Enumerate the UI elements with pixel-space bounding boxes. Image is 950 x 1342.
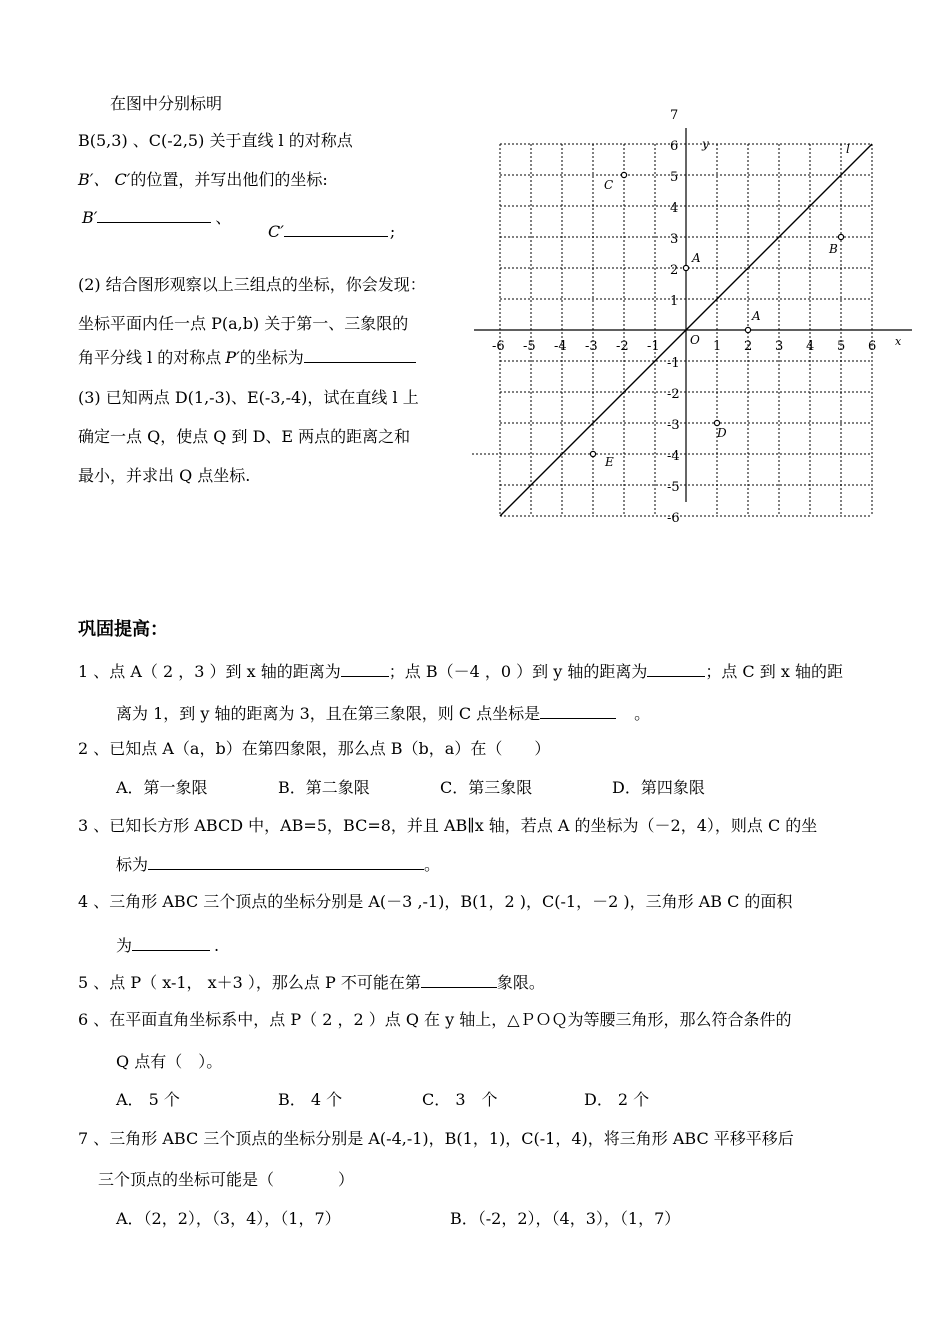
x-tick-label: 4	[806, 339, 815, 354]
q1-blank-2[interactable]	[647, 660, 705, 677]
q3-blank[interactable]	[148, 853, 424, 870]
q7-question-line-2: 三个顶点的坐标可能是（ ）	[98, 1170, 355, 1189]
q4-question-line-2	[116, 934, 219, 956]
point-a-label: A	[752, 309, 761, 323]
c-prime-blank[interactable]	[284, 220, 388, 237]
x-tick-label: 3	[775, 339, 784, 354]
x-tick-label: 1	[713, 339, 722, 354]
q1-line-2-text: 离为 1，到 y 轴的距离为 3，且在第三象限，则 C 点坐标是	[116, 704, 541, 723]
y-tick-label: 2	[670, 263, 679, 278]
q2-line-1: (2) 结合图形观察以上三组点的坐标，你会发现：	[78, 275, 426, 294]
q2-option-d[interactable]: D．第四象限	[612, 778, 705, 797]
point-d-label: D	[717, 426, 727, 440]
y-tick-label: 1	[670, 294, 679, 309]
y-tick-label: -2	[667, 387, 680, 402]
q1-line-2	[116, 702, 650, 724]
y-tick-label: 4	[670, 201, 679, 216]
q1-part-c: ；点 C 到 x 轴的距	[705, 662, 843, 681]
y-axis-label: y	[702, 137, 709, 151]
q2-option-a[interactable]: A．第一象限	[116, 778, 208, 797]
p-prime-label: P′	[225, 348, 240, 367]
point-c-label: C	[604, 178, 614, 192]
y-tick-label: -1	[667, 356, 680, 371]
q3-question-line-1: 3 、已知长方形 ABCD 中，AB=5，BC=8，并且 AB∥x 轴，若点 A 的坐标为（－2，4），则点 C 的坐	[78, 816, 818, 835]
position-text: 的位置，并写出他们的坐标:	[130, 170, 328, 189]
q4-blank[interactable]	[132, 934, 210, 951]
q1-line-1	[78, 660, 843, 682]
y-tick-label: -3	[667, 418, 680, 433]
line-l-label: l	[846, 142, 850, 156]
q5-text: 5 、点 P（ x-1， x＋3 ），那么点 P 不可能在第	[78, 973, 421, 992]
q4-line-2-text: 为	[116, 936, 133, 955]
bc-prime-label: B′、 C′	[78, 170, 131, 189]
q5-end: 象限。	[496, 973, 545, 992]
x-tick-label: -6	[492, 339, 505, 354]
semicolon: ;	[389, 222, 396, 241]
section-title: 巩固提高：	[78, 619, 168, 640]
q7-option-b[interactable]: B．（-2，2），（4，3），（1，7）	[450, 1209, 681, 1228]
q3-line-1: (3) 已知两点 D(1,-3)、E(-3,-4)，试在直线 l 上	[78, 388, 419, 407]
coordinate-chart	[460, 108, 940, 526]
x-tick-label: 5	[837, 339, 846, 354]
y-tick-label: 7	[670, 108, 679, 123]
point-e-marker	[590, 451, 595, 456]
origin-label: O	[690, 333, 700, 347]
q6-question-line-2: Q 点有（ ）。	[116, 1052, 223, 1071]
q1-blank-1[interactable]	[341, 660, 389, 677]
point-c-marker	[621, 172, 626, 177]
x-axis-label: x	[895, 335, 902, 348]
q7-option-a[interactable]: A．（2，2），（3，4），（1，7）	[116, 1209, 341, 1228]
q6-option-d[interactable]: D． 2 个	[584, 1090, 650, 1109]
c-prime-label: C′	[268, 222, 284, 241]
q2-line-3	[78, 346, 416, 368]
y-tick-label: -4	[667, 449, 680, 464]
x-tick-label: 2	[744, 339, 753, 354]
x-tick-label: -4	[554, 339, 567, 354]
point-d-marker	[714, 420, 719, 425]
instruction-line-2: B(5,3) 、C(-2,5) 关于直线 l 的对称点	[78, 131, 353, 150]
q3-line-2: 确定一点 Q，使点 Q 到 D、E 两点的距离之和	[78, 427, 411, 446]
q5-question	[78, 971, 545, 993]
b-prime-blank[interactable]	[97, 206, 211, 223]
q4-question-line-1: 4 、三角形 ABC 三个顶点的坐标分别是 A(－3 ,-1)，B(1，2 )，C(-1，－2 )，三角形 AB C 的面积	[78, 892, 793, 911]
q3-line-3: 最小，并求出 Q 点坐标.	[78, 466, 251, 485]
y-tick-label: 6	[670, 139, 679, 154]
q2-line-2: 坐标平面内任一点 P(a,b) 关于第一、三象限的	[78, 314, 409, 333]
q2-option-c[interactable]: C．第三象限	[440, 778, 533, 797]
answer-line-bc	[82, 206, 231, 228]
x-tick-label: -2	[616, 339, 629, 354]
q2-line-3-b: 的坐标为	[239, 348, 304, 367]
q1-line-2-end: 。	[634, 704, 651, 723]
instruction-line-1: 在图中分别标明	[110, 94, 223, 113]
point-a-marker	[683, 265, 688, 270]
q5-blank[interactable]	[421, 971, 497, 988]
q4-line-2-end: .	[214, 936, 220, 955]
y-tick-label: -5	[667, 480, 680, 495]
q6-option-c[interactable]: C． 3 个	[422, 1090, 498, 1109]
q3-line-2-end: 。	[424, 855, 441, 874]
y-tick-label: -6	[667, 511, 680, 526]
q2-option-b[interactable]: B．第二象限	[278, 778, 370, 797]
x-tick-label: 6	[868, 339, 877, 354]
b-prime-label: B′	[82, 208, 98, 227]
point-e-label: E	[605, 455, 614, 469]
point-b-marker	[838, 234, 843, 239]
p-prime-blank[interactable]	[304, 346, 416, 363]
point-a-marker	[745, 327, 750, 332]
q6-option-a[interactable]: A． 5 个	[116, 1090, 180, 1109]
point-a-label: A	[692, 251, 701, 265]
y-tick-label: 5	[670, 170, 679, 185]
q6-question-line-1: 6 、在平面直角坐标系中，点 P（ 2 ，2 ）点 Q 在 y 轴上，△ＰＯＱ为等腰三角形，那么符合条件的	[78, 1010, 792, 1029]
q2-line-3-a: 角平分线 l 的对称点	[78, 348, 222, 367]
y-tick-label: 3	[670, 232, 679, 247]
q2-question: 2 、已知点 A（a，b）在第四象限，那么点 B（b，a）在（ ）	[78, 739, 551, 758]
q6-option-b[interactable]: B． 4 个	[278, 1090, 343, 1109]
instruction-line-3	[78, 170, 328, 190]
q3-line-2-text: 标为	[116, 855, 149, 874]
x-tick-label: -5	[523, 339, 536, 354]
q7-question-line-1: 7 、三角形 ABC 三个顶点的坐标分别是 A(-4,-1)，B(1，1)，C(-1，4)，将三角形 ABC 平移平移后	[78, 1129, 794, 1148]
q1-part-b: ；点 B（－4 ，0 ）到 y 轴的距离为	[388, 662, 648, 681]
q1-part-a: 1 、点 A（ 2 ，3 ）到 x 轴的距离为	[78, 662, 341, 681]
q1-blank-3[interactable]	[540, 702, 616, 719]
separator: 、	[215, 208, 232, 227]
answer-line-c	[268, 220, 395, 242]
q3-question-line-2	[116, 853, 440, 875]
x-tick-label: -1	[647, 339, 660, 354]
x-tick-label: -3	[585, 339, 598, 354]
point-b-label: B	[829, 242, 838, 256]
